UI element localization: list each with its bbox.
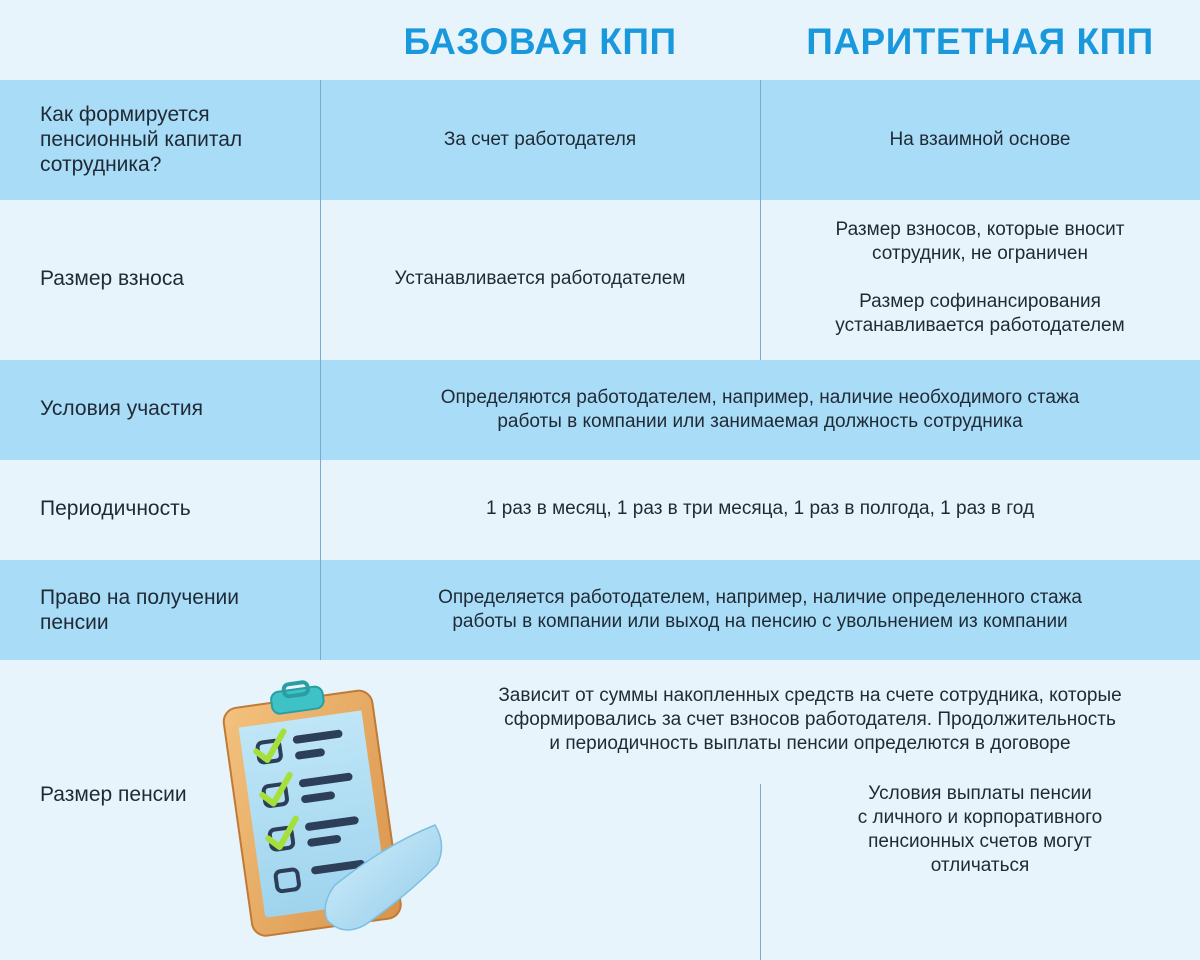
cell-spacer: [760, 266, 1200, 290]
column-title-parity: ПАРИТЕТНАЯ КПП: [806, 21, 1154, 62]
row-label: [40, 782, 187, 807]
table-row-participation: [0, 360, 1200, 460]
row-label: [40, 396, 203, 421]
row-label: [40, 102, 242, 177]
table-row-pension-size: [0, 660, 1200, 960]
cell-line: Условия выплаты пенсии: [868, 783, 1092, 804]
row-label: [40, 496, 191, 521]
table-header: [0, 0, 1200, 80]
cell-line: отличаться: [930, 855, 1030, 876]
cell-line: Устанавливается работодателем: [394, 268, 686, 289]
cell-line: сформировались за счет взносов работодателя. Продолжительность: [504, 709, 1116, 730]
row-label-line: сотрудника?: [40, 153, 162, 176]
cell-line: За счет работодателя: [443, 129, 637, 150]
clipboard-checklist-icon: [215, 675, 455, 945]
cell-parity: [760, 128, 1200, 152]
cell-parity: [760, 782, 1200, 878]
divider-base-parity-bottom: [760, 784, 761, 960]
cell-base: [320, 267, 760, 291]
cell-shared: [320, 586, 1200, 634]
row-label-line: Периодичность: [40, 497, 191, 520]
cell-line: работы в компании или занимаемая должность сотрудника: [497, 411, 1023, 432]
table-row-pension-right: [0, 560, 1200, 660]
cell-line: Размер взносов, которые вносит: [835, 219, 1125, 240]
row-label-line: пенсионный капитал: [40, 128, 243, 151]
table-row-formation: [0, 80, 1200, 200]
column-title-base: БАЗОВАЯ КПП: [403, 21, 677, 62]
cell-line: Определяется работодателем, например, наличие определенного стажа: [438, 587, 1082, 608]
row-label-line: пенсии: [40, 611, 109, 634]
cell-shared: [320, 497, 1200, 521]
row-label: [40, 266, 184, 291]
cell-line: и периодичность выплаты пенсии определются в договоре: [549, 733, 1071, 754]
cell-line: работы в компании или выход на пенсию с увольнением из компании: [452, 611, 1068, 632]
cell-base: [320, 128, 760, 152]
cell-line: с личного и корпоративного: [857, 807, 1103, 828]
cell-line: Размер софинансирования: [859, 291, 1101, 312]
table-row-contribution: [0, 200, 1200, 360]
divider-base-parity-top: [760, 80, 761, 360]
row-label-line: Как формируется: [40, 103, 210, 126]
cell-line: устанавливается работодателем: [835, 315, 1125, 336]
row-label: [40, 585, 239, 635]
row-label-line: Условия участия: [40, 397, 204, 420]
cell-line: 1 раз в месяц, 1 раз в три месяца, 1 раз в полгода, 1 раз в год: [485, 498, 1035, 519]
cell-shared: [320, 386, 1200, 434]
row-label-line: Размер взноса: [40, 267, 185, 290]
row-label-line: Право на получении: [40, 586, 240, 609]
cell-line: сотрудник, не ограничен: [872, 243, 1088, 264]
divider-label-column: [320, 80, 321, 660]
cell-parity: [760, 218, 1200, 338]
cell-line: Определяются работодателем, например, наличие необходимого стажа: [440, 387, 1080, 408]
cell-line: На взаимной основе: [889, 129, 1071, 150]
row-label-line: Размер пенсии: [40, 783, 187, 806]
cell-line: Зависит от суммы накопленных средств на счете сотрудника, которые: [498, 685, 1122, 706]
cell-line: пенсионных счетов могут: [868, 831, 1092, 852]
table-row-frequency: [0, 460, 1200, 560]
